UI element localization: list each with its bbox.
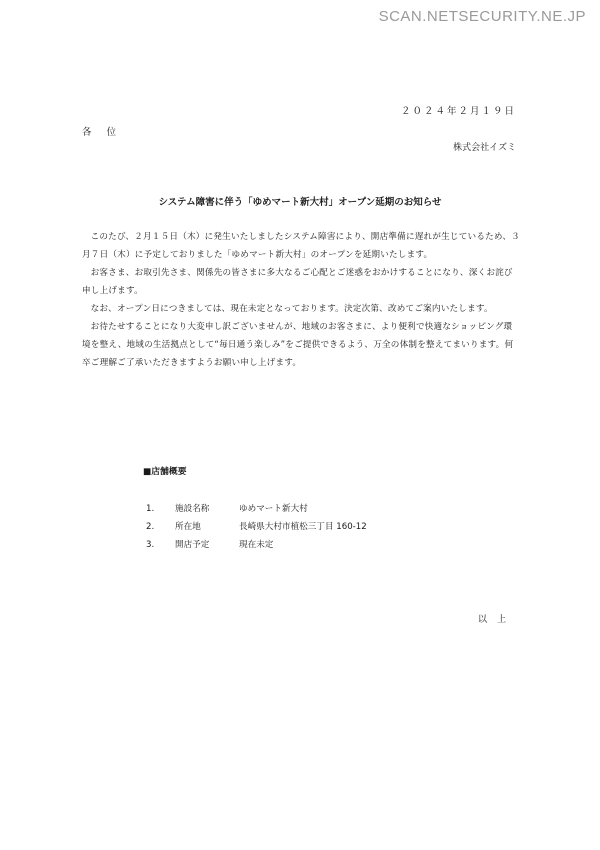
body-paragraph: なお、オープン日につきましては、現在未定となっております。決定次第、改めてご案内いたします。 — [90, 304, 493, 314]
item-number: 3. — [146, 540, 155, 550]
item-value: ゆめマート新大村 — [239, 504, 308, 514]
body-paragraph: このたび、２月１５日（木）に発生いたしましたシステム障害により、開店準備に遅れが生じているため、３月７日（木）に予定しておりました「ゆめマート新大村」のオープンを延期いたします。 — [82, 232, 520, 260]
source-watermark: SCAN.NETSECURITY.NE.JP — [378, 8, 586, 25]
notice-body — [82, 228, 520, 372]
item-number: 1. — [146, 504, 155, 514]
overview-item-facility-name — [146, 500, 367, 518]
item-label: 所在地 — [175, 522, 201, 532]
body-paragraph: お客さま、お取引先さま、関係先の皆さまに多大なるご心配とご迷惑をおかけすることになり、深くお詫び申し上げます。 — [82, 268, 513, 296]
notice-title: システム障害に伴う「ゆめマート新大村」オープン延期のお知らせ — [158, 197, 442, 208]
store-overview-heading: ■店舗概要 — [143, 467, 187, 477]
recipient-line: 各 位 — [82, 127, 123, 138]
item-value: 現在未定 — [239, 540, 274, 550]
closing-mark: 以上 — [477, 615, 516, 625]
overview-item-location — [146, 518, 367, 536]
item-value: 長崎県大村市植松三丁目 160-12 — [239, 522, 367, 532]
item-label: 開店予定 — [175, 540, 210, 550]
item-number: 2. — [146, 522, 155, 532]
body-paragraph: お待たせすることになり大変申し訳ございませんが、地域のお客さまに、より便利で快適なショッピング環境を整え、地域の生活拠点として“毎日通う楽しみ”をご提供できるよう、万全の体制を整えてまいります。何卒ご理解ご了承いただきますようお願い申し上げます。 — [82, 322, 514, 368]
overview-item-opening — [146, 536, 367, 554]
item-label: 施設名称 — [175, 504, 210, 514]
store-overview-list — [146, 500, 367, 554]
document-date: ２０２４年２月１９日 — [400, 106, 516, 117]
company-name: 株式会社イズミ — [453, 143, 516, 153]
